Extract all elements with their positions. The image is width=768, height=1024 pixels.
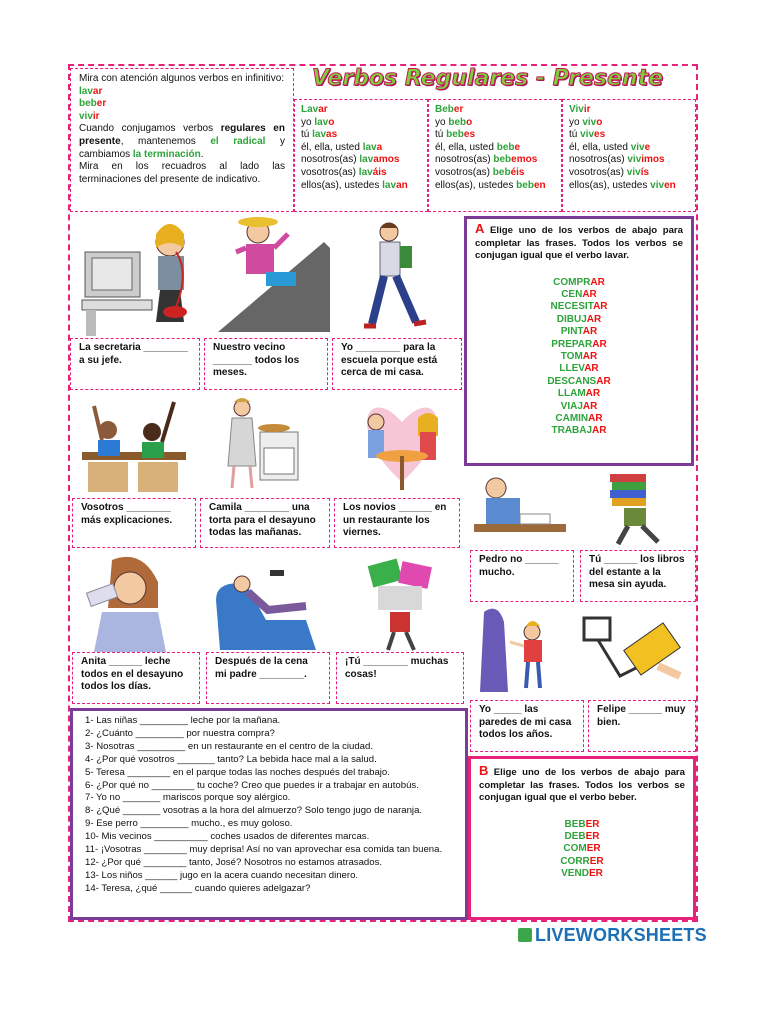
verb-ending: es xyxy=(463,129,476,141)
verb-stem: beb xyxy=(79,98,97,110)
verb-stem: beb xyxy=(516,179,534,191)
intro-terminacion: la terminación xyxy=(132,148,201,160)
verb-ending: er xyxy=(453,104,464,115)
secretary-phone-illustration xyxy=(80,212,200,338)
conjugation-row xyxy=(435,180,555,193)
verb-ending: ar xyxy=(92,85,103,97)
verb-ending: ER xyxy=(586,843,601,855)
verb-ending: AR xyxy=(582,400,598,412)
infinitive-heading xyxy=(301,104,421,117)
verb-stem: Beb xyxy=(435,104,454,115)
conjugation-row xyxy=(435,142,555,155)
caption-tu-cosas: ¡Tú ________ muchas cosas! xyxy=(336,652,464,704)
intro-line: Mira con atención algunos verbos en infinitivo: xyxy=(79,73,285,84)
conjugation-row xyxy=(569,180,689,193)
verb-ending: áis xyxy=(372,166,387,178)
section-b-box xyxy=(468,756,696,920)
person-carrying-things-illustration xyxy=(360,556,444,652)
conjugation-row xyxy=(435,154,555,167)
verb-stem: viv xyxy=(580,129,595,141)
exercise-item: 7- Yo no _______ mariscos porque soy alérgico. xyxy=(85,792,291,804)
intro-bold-regulares: regulares en presente xyxy=(79,123,285,147)
infinitive-heading xyxy=(569,104,689,117)
conjugation-row xyxy=(435,129,555,142)
verb-ending: en xyxy=(533,179,546,191)
verb-ending: AR xyxy=(582,288,597,300)
conjugation-row xyxy=(569,129,689,142)
pronoun: tú xyxy=(301,129,313,141)
verb-list-item xyxy=(475,314,683,326)
student-walking-illustration xyxy=(334,212,460,338)
section-a-verb-list xyxy=(475,277,683,438)
verb-stem: DESCANS xyxy=(547,375,597,387)
verb-stem: DEB xyxy=(564,830,586,842)
section-b-instruction xyxy=(479,765,685,805)
verb-stem: viv xyxy=(630,141,645,153)
pronoun: ellos(as), ustedes xyxy=(569,179,651,191)
infinitive-heading xyxy=(435,104,555,117)
verb-ending: as xyxy=(326,129,338,141)
verb-ending: ís xyxy=(640,166,650,178)
verb-ending: AR xyxy=(582,326,598,338)
verb-stem: lav xyxy=(314,116,329,128)
caption-felipe: Felipe ______ muy bien. xyxy=(588,700,696,752)
exercise-item: 11- ¡Vosotras ________ muy deprisa! Así no van aprovechar esa comida tan buena. xyxy=(85,844,443,856)
section-b-letter: B xyxy=(479,763,489,778)
verb-list-item xyxy=(475,277,683,289)
section-b-verb-list xyxy=(479,819,685,881)
verb-stem: NECESIT xyxy=(550,301,594,313)
caption-vecino: Nuestro vecino _______ todos los meses. xyxy=(204,338,328,390)
verb-list-item xyxy=(475,376,683,388)
pronoun: él, ella, usted xyxy=(435,141,497,153)
conjugation-row xyxy=(301,142,421,155)
verb-list-item xyxy=(479,868,685,880)
section-a-instruction xyxy=(475,223,683,263)
caption-tu-libros: Tú ______ los libros del estante a la mesa sin ayuda. xyxy=(580,550,696,602)
exercise-item: 12- ¿Por qué ________ tanto, José? Nosotros no estamos atrasados. xyxy=(85,856,383,868)
verb-ending: AR xyxy=(582,350,598,362)
pronoun: tú xyxy=(435,129,447,141)
verb-stem: viv xyxy=(650,179,665,191)
exercise-item: 2- ¿Cuánto _________ por nuestra compra? xyxy=(85,727,275,739)
woman-oven-illustration xyxy=(216,392,302,496)
verb-ending: e xyxy=(514,141,521,153)
verb-stem: viv xyxy=(79,110,93,122)
verb-ending: a xyxy=(376,141,383,153)
section-a-letter: A xyxy=(475,221,485,236)
verb-ending: ER xyxy=(589,855,604,867)
verb-list-item xyxy=(475,301,683,313)
exercise-item: 13- Los niños ______ jugo en la acera cuando necesitan dinero. xyxy=(85,869,359,881)
verb-stem: Viv xyxy=(569,104,584,115)
verb-ending: ER xyxy=(585,818,600,830)
verb-stem: COM xyxy=(563,843,587,855)
verb-list-item xyxy=(475,289,683,301)
verb-ending: er xyxy=(96,98,107,110)
verb-stem: COMPR xyxy=(553,276,591,288)
tired-man-illustration xyxy=(470,468,570,548)
pronoun: ellos(as), ustedes xyxy=(435,179,517,191)
caption-anita: Anita ______ leche todos en el desayuno todos los días. xyxy=(72,652,200,704)
verb-ending: AR xyxy=(588,412,603,424)
verb-stem: VEND xyxy=(561,868,589,880)
pronoun: nosotros(as) xyxy=(435,154,494,166)
intro-text: . xyxy=(200,148,204,160)
verb-ending: AR xyxy=(593,301,608,313)
verb-stem: PINT xyxy=(560,326,583,338)
pronoun: vosotros(as) xyxy=(569,166,627,178)
verb-stem: VIAJ xyxy=(560,400,583,412)
conjugation-row xyxy=(569,142,689,155)
intro-text: Cuando conjugamos verbos xyxy=(79,123,221,135)
exercise-item: 14- Teresa, ¿qué ______ cuando quieres adelgazar? xyxy=(85,882,311,894)
verb-ending: emos xyxy=(511,154,538,166)
verb-list-item xyxy=(475,363,683,375)
section-a-box xyxy=(464,216,694,466)
verb-ending: imos xyxy=(641,154,665,166)
conjugation-vivir xyxy=(562,99,696,212)
pronoun: yo xyxy=(569,116,583,128)
verb-stem: TRABAJ xyxy=(551,425,593,437)
verb-stem: CEN xyxy=(561,288,583,300)
verb-ending: AR xyxy=(592,338,607,350)
intro-paragraph-2: Mira en los recuadros al lado las terminaciones del presente de indicativo. xyxy=(79,161,285,185)
verb-stem: beb xyxy=(492,166,511,178)
verb-ending: es xyxy=(594,129,606,141)
caption-pedro: Pedro no ______ mucho. xyxy=(470,550,574,602)
pronoun: nosotros(as) xyxy=(301,154,360,166)
verb-ending: AR xyxy=(586,313,602,325)
exercise-item: 3- Nosotras _________ en un restaurante en el centro de la ciudad. xyxy=(85,740,374,752)
verb-ending: an xyxy=(396,179,408,191)
verb-stem: beb xyxy=(448,116,467,128)
conjugation-row xyxy=(301,154,421,167)
page-title: Verbos Regulares - Presente xyxy=(312,66,664,91)
verb-ending: AR xyxy=(592,425,607,437)
verb-stem: TOM xyxy=(560,350,583,362)
girl-drinking-illustration xyxy=(82,552,172,652)
man-resting-armchair-illustration xyxy=(206,560,330,652)
verb-stem: LLEV xyxy=(559,363,585,375)
verb-ending: ar xyxy=(318,104,328,115)
pronoun: yo xyxy=(301,116,315,128)
verb-ending: e xyxy=(644,141,651,153)
caption-novios: Los novios ______ en un restaurante los viernes. xyxy=(334,498,460,548)
intro-text: , mantenemos xyxy=(120,135,211,147)
verb-stem: beb xyxy=(493,154,512,166)
students-raising-hands-illustration xyxy=(78,392,190,496)
intro-verb-list xyxy=(79,86,285,124)
section-a-text: Elige uno de los verbos de abajo para completar las frases. Todos los verbos se conjugan igual que el verbo lavar. xyxy=(475,225,683,261)
exercise-item: 4- ¿Por qué vosotros _______ tanto? La bebida hace mal a la salud. xyxy=(85,753,377,765)
verb-stem: BEB xyxy=(564,818,586,830)
conjugation-row xyxy=(569,167,689,180)
pronoun: vosotros(as) xyxy=(301,166,359,178)
verb-ending: ir xyxy=(583,104,591,115)
verb-ending: AR xyxy=(596,375,611,387)
intro-box xyxy=(70,68,294,212)
verb-stem: CAMIN xyxy=(555,412,589,424)
verb-stem: lav xyxy=(312,129,327,141)
exercise-list-box xyxy=(70,708,468,920)
verb-stem: LLAM xyxy=(557,388,586,400)
verb-list-item xyxy=(475,326,683,338)
verb-stem: viv xyxy=(582,116,597,128)
conjugation-row xyxy=(569,154,689,167)
verb-stem: beb xyxy=(496,141,515,153)
exercise-item: 9- Ese perro _________ mucho., es muy goloso. xyxy=(85,818,293,830)
verb-ending: en xyxy=(664,179,676,191)
conjugation-row xyxy=(301,167,421,180)
girl-painting-wall-illustration xyxy=(474,602,578,698)
verb-ending: amos xyxy=(373,154,400,166)
verb-ending: AR xyxy=(584,363,599,375)
exercise-item: 6- ¿Por qué no ________ tu coche? Creo que puedes ir a trabajar en autobús. xyxy=(85,779,419,791)
verb-ending: ER xyxy=(585,830,600,842)
verb-ending: éis xyxy=(510,166,525,178)
caption-yo-escuela: Yo ________ para la escuela porque está cerca de mi casa. xyxy=(332,338,462,390)
caption-secretaria: La secretaria ________ a su jefe. xyxy=(70,338,200,390)
exercise-item: 8- ¿Qué _______ vosotras a la hora del almuerzo? Solo tengo jugo de naranja. xyxy=(85,805,423,817)
verb-stem: PREPAR xyxy=(551,338,593,350)
pronoun: él, ella, usted xyxy=(301,141,363,153)
intro-radical: el radical xyxy=(210,135,266,147)
pronoun: nosotros(as) xyxy=(569,154,628,166)
conjugation-row xyxy=(435,117,555,130)
caption-camila: Camila ________ una torta para el desayuno todas las mañanas. xyxy=(200,498,330,548)
intro-text: y cambiamos xyxy=(79,135,286,160)
couple-restaurant-illustration xyxy=(346,392,458,496)
intro-verb xyxy=(79,111,285,124)
verb-stem: beb xyxy=(446,129,464,141)
intro-verb xyxy=(79,98,285,111)
conjugation-row xyxy=(301,117,421,130)
pronoun: tú xyxy=(569,129,581,141)
verb-ending: AR xyxy=(590,276,605,288)
intro-verb xyxy=(79,86,285,99)
verb-stem: lav xyxy=(362,141,377,153)
verb-stem: lav xyxy=(382,179,397,191)
verb-stem: lav xyxy=(359,154,374,166)
intro-paragraph xyxy=(79,123,285,161)
verb-ending: o xyxy=(466,116,473,128)
liveworksheets-logo xyxy=(518,925,707,946)
conjugation-row xyxy=(301,180,421,193)
verb-stem: viv xyxy=(627,154,642,166)
verb-stem: lav xyxy=(79,85,93,97)
verb-stem: viv xyxy=(626,166,641,178)
verb-list-item xyxy=(475,388,683,400)
caption-yo-paredes: Yo _____ las paredes de mi casa todos los años. xyxy=(470,700,584,752)
person-carrying-books-illustration xyxy=(596,468,692,548)
conjugation-row xyxy=(435,167,555,180)
verb-list-item xyxy=(479,843,685,855)
verb-list-item xyxy=(475,351,683,363)
verb-ending: ER xyxy=(588,868,603,880)
conjugation-row xyxy=(569,117,689,130)
paint-roller-illustration xyxy=(580,606,690,696)
pronoun: él, ella, usted xyxy=(569,141,631,153)
brand-name: LIVEWORKSHEETS xyxy=(535,925,707,945)
verb-list-item xyxy=(475,425,683,437)
exercise-item: 10- Mis vecinos __________ coches usados de diferentes marcas. xyxy=(85,831,370,843)
pronoun: yo xyxy=(435,116,449,128)
verb-ending: o xyxy=(596,116,603,128)
exercise-item: 1- Las niñas _________ leche por la mañana. xyxy=(85,715,281,726)
conjugation-lavar xyxy=(294,99,428,212)
exercise-item: 5- Teresa ________ en el parque todas las noches después del trabajo. xyxy=(85,766,390,778)
pronoun: vosotros(as) xyxy=(435,166,493,178)
verb-list-item xyxy=(479,831,685,843)
conjugation-row xyxy=(301,129,421,142)
conjugation-beber xyxy=(428,99,562,212)
verb-ending: ir xyxy=(92,110,100,122)
verb-list-item xyxy=(479,856,685,868)
section-b-text: Elige uno de los verbos de abajo para completar las frases. Todos los verbos se conjugan igual que el verbo beber. xyxy=(479,767,685,803)
verb-list-item xyxy=(475,339,683,351)
verb-stem: DIBUJ xyxy=(556,313,587,325)
neighbor-rollercoaster-illustration xyxy=(216,212,334,338)
verb-ending: AR xyxy=(585,388,601,400)
verb-stem: CORR xyxy=(560,855,590,867)
verb-list-item xyxy=(479,819,685,831)
pronoun: ellos(as), ustedes xyxy=(301,179,383,191)
caption-vosotros: Vosotros ________ más explicaciones. xyxy=(72,498,196,548)
caption-cena: Después de la cena mi padre ________. xyxy=(206,652,330,704)
verb-stem: Lav xyxy=(301,104,319,115)
verb-ending: o xyxy=(328,116,335,128)
verb-stem: lav xyxy=(358,166,373,178)
logo-icon xyxy=(518,928,532,942)
verb-list-item xyxy=(475,401,683,413)
verb-list-item xyxy=(475,413,683,425)
